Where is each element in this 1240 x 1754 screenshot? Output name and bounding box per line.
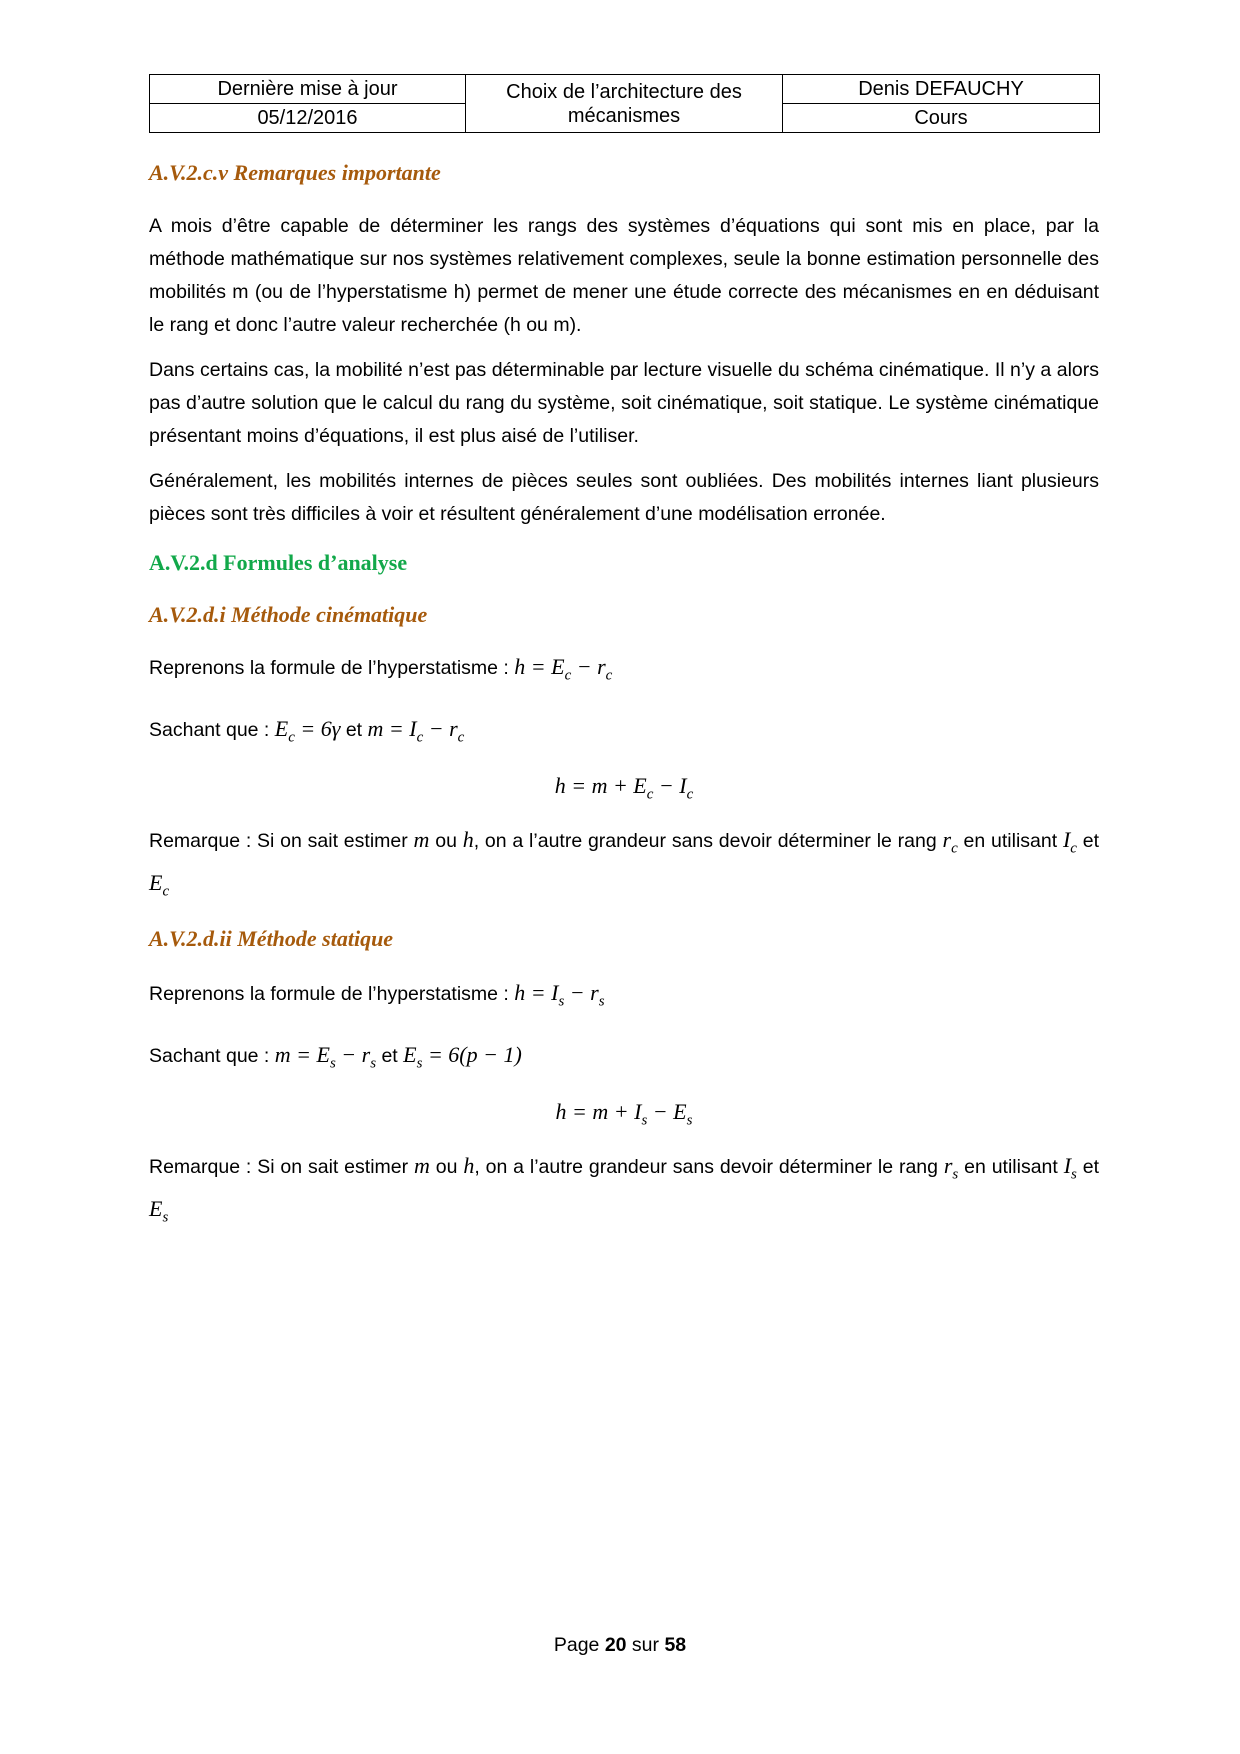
heading-formules: A.V.2.d Formules d’analyse [149, 550, 408, 575]
cinematique-result-line [149, 769, 1099, 811]
formula-h-is-rs: $h = I_s - r_s$ [514, 979, 605, 1010]
statique-remark: Remarque : Si on sait estimer m ou h, on a l’autre grandeur sans devoir déterminer le rang $r_s$ en utilisant $I_s$ et $E_s$ [149, 1153, 1099, 1225]
formula-m-ic-rc: $m = I_c - r_c$ [367, 716, 465, 746]
heading-remarques: A.V.2.c.v Remarques importante [149, 160, 441, 185]
page-number: 20 [604, 1634, 627, 1656]
paragraph-remarques-2: Dans certains cas, la mobilité n’est pas déterminable par lecture visuelle du schéma cinématique. Il n’y a alors pas d’autre solution que le calcul du rang du système, soit cinématique, soit statique. Le système cinématique présentant moins d’équations, il est plus aisé de l’utiliser. [149, 359, 1099, 447]
formula-h-ec-rc: $h = E_c - r_c$ [514, 654, 613, 684]
statique-given-line: Sachant que : $m = E_s - r_s$ et $E_s = 6(p - 1)$ [149, 1042, 522, 1072]
header-date: 05/12/2016 [150, 104, 466, 133]
statique-result-line [149, 1095, 1099, 1137]
formula-ec-6gamma: $E_c = 6\gamma$ [274, 716, 341, 746]
paragraph-remarques-1: A mois d’être capable de déterminer les rangs des systèmes d’équations qui sont mis en place, par la méthode mathématique sur nos systèmes relativement complexes, seule la bonne estimation personnelle des mobilités m (ou de l’hyperstatisme h) permet de mener une étude correcte des mécanismes en en déduisant le rang et donc l’autre valeur recherchée (h ou m). [149, 215, 1099, 336]
statique-formula-line: Reprenons la formule de l’hyperstatisme : $h = I_s - r_s$ [149, 979, 605, 1010]
heading-methode-statique: A.V.2.d.ii Méthode statique [149, 925, 394, 951]
header-type: Cours [783, 104, 1100, 133]
header-title-line1: Choix de l’architecture des [506, 80, 742, 103]
header-title-line2: mécanismes [567, 104, 681, 127]
formula-es-6p-1: $E_s = 6(p - 1)$ [403, 1042, 522, 1072]
page-footer: Page 20 sur 58 [553, 1634, 687, 1656]
formula-h-m-is-es: $h = m + I_s - E_s$ [555, 1098, 693, 1129]
formula-m-es-rs: $m = E_s - r_s$ [274, 1042, 377, 1072]
cinematique-formula-line: Reprenons la formule de l’hyperstatisme : $h = E_c - r_c$ [149, 654, 613, 684]
heading-methode-cinematique: A.V.2.d.i Méthode cinématique [149, 602, 428, 627]
page-content [149, 158, 1099, 1234]
cinematique-given-line: Sachant que : $E_c = 6\gamma$ et $m = I_c - r_c$ [149, 716, 465, 746]
formula-h-m-ec-ic: $h = m + E_c - I_c$ [554, 772, 694, 803]
cinematique-remark: Remarque : Si on sait estimer m ou h, on a l’autre grandeur sans devoir déterminer le rang $r_c$ en utilisant $I_c$ et $E_c$ [149, 827, 1100, 899]
header-author: Denis DEFAUCHY [783, 75, 1100, 104]
paragraph-remarques-3: Généralement, les mobilités internes de pièces seules sont oubliées. Des mobilités internes liant plusieurs pièces sont très difficiles à voir et résultent généralement d’une modélisation erronée. [149, 470, 1099, 525]
header-title [466, 75, 783, 133]
total-pages: 58 [664, 1634, 687, 1656]
header-updated-label: Dernière mise à jour [150, 75, 466, 104]
header-table [149, 74, 1100, 133]
